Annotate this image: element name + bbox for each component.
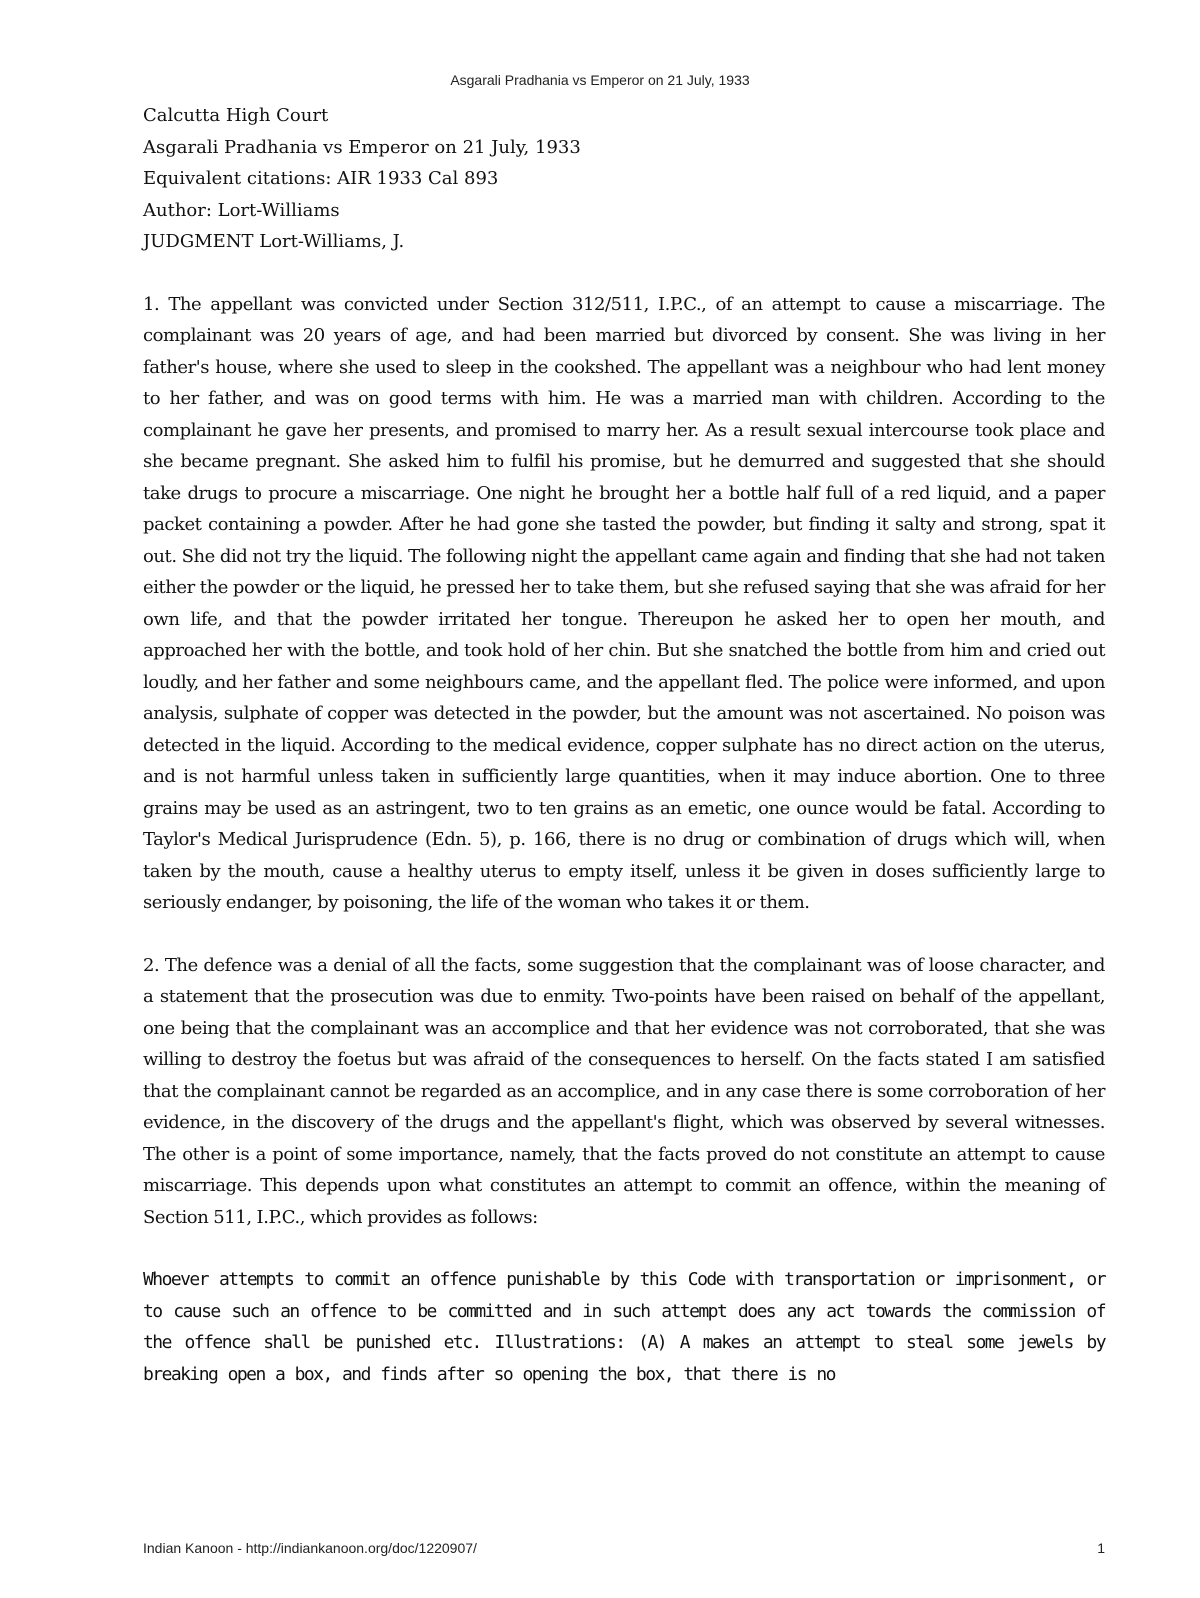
statute-quote: Whoever attempts to commit an offence punishable by this Code with transportation or imprisonment, or to cause such an offence to be committed and in such attempt does any act towards the commission of the offence shall be punished etc. Illustrations: (A) A makes an attempt to steal some jewels by breaking open a box, and finds after so opening the box, that there is no <box>143 1269 1105 1385</box>
paragraph-1: 1. The appellant was convicted under Section 312/511, I.P.C., of an attempt to cause a miscarriage. The complainant was 20 years of age, and had been married but divorced by consent. She was living in her father's house, where she used to sleep in the cookshed. The appellant was a neighbour who had lent money to her father, and was on good terms with him. He was a married man with children. According to the complainant he gave her presents, and promised to marry her. As a result sexual intercourse took place and she became pregnant. She asked him to fulfil his promise, but he demurred and suggested that she should take drugs to procure a miscarriage. One night he brought her a bottle half full of a red liquid, and a paper packet containing a powder. After he had gone she tasted the powder, but finding it salty and strong, spat it out. She did not try the liquid. The following night the appellant came again and finding that she had not taken either the powder or the liquid, he pressed her to take them, but she refused saying that she was afraid for her own life, and that the powder irritated her tongue. Thereupon he asked her to open her mouth, and approached her with the bottle, and took hold of her chin. But she snatched the bottle from him and cried out loudly, and her father and some neighbours came, and the appellant fled. The police were informed, and upon analysis, sulphate of copper was detected in the powder, but the amount was not ascertained. No poison was detected in the liquid. According to the medical evidence, copper sulphate has no direct action on the uterus, and is not harmful unless taken in sufficiently large quantities, when it may induce abortion. One to three grains may be used as an astringent, two to ten grains as an emetic, one ounce would be fatal. According to Taylor's Medical Jurisprudence (Edn. 5), p. 166, there is no drug or combination of drugs which will, when taken by the mouth, cause a healthy uterus to empty itself, unless it be given in doses sufficiently large to seriously endanger, by poisoning, the life of the woman who takes it or them. <box>143 293 1105 913</box>
page-number: 1 <box>1097 1540 1105 1556</box>
running-header: Asgarali Pradhania vs Emperor on 21 July, 1933 <box>450 72 750 88</box>
equivalent-citations: Equivalent citations: AIR 1933 Cal 893 <box>143 168 499 189</box>
case-metadata <box>143 100 1105 258</box>
paragraph-2: 2. The defence was a denial of all the facts, some suggestion that the complainant was of loose character, and a statement that the prosecution was due to enmity. Two-points have been raised on behalf of the appellant, one being that the complainant was an accomplice and that her evidence was not corroborated, that she was willing to destroy the foetus but was afraid of the consequences to herself. On the facts stated I am satisfied that the complainant cannot be regarded as an accomplice, and in any case there is some corroboration of her evidence, in the discovery of the drugs and the appellant's flight, which was observed by several witnesses. The other is a point of some importance, namely, that the facts proved do not constitute an attempt to cause miscarriage. This depends upon what constitutes an attempt to commit an offence, within the meaning of Section 511, I.P.C., which provides as follows: <box>143 954 1105 1228</box>
footer-source-link[interactable]: Indian Kanoon - http://indiankanoon.org/doc/1220907/ <box>143 1540 477 1556</box>
document-body <box>143 100 1105 1390</box>
judgment-line: JUDGMENT Lort-Williams, J. <box>143 231 405 252</box>
author-line: Author: Lort-Williams <box>143 199 340 221</box>
court-name: Calcutta High Court <box>143 105 329 126</box>
case-title: Asgarali Pradhania vs Emperor on 21 July, 1933 <box>143 136 581 158</box>
